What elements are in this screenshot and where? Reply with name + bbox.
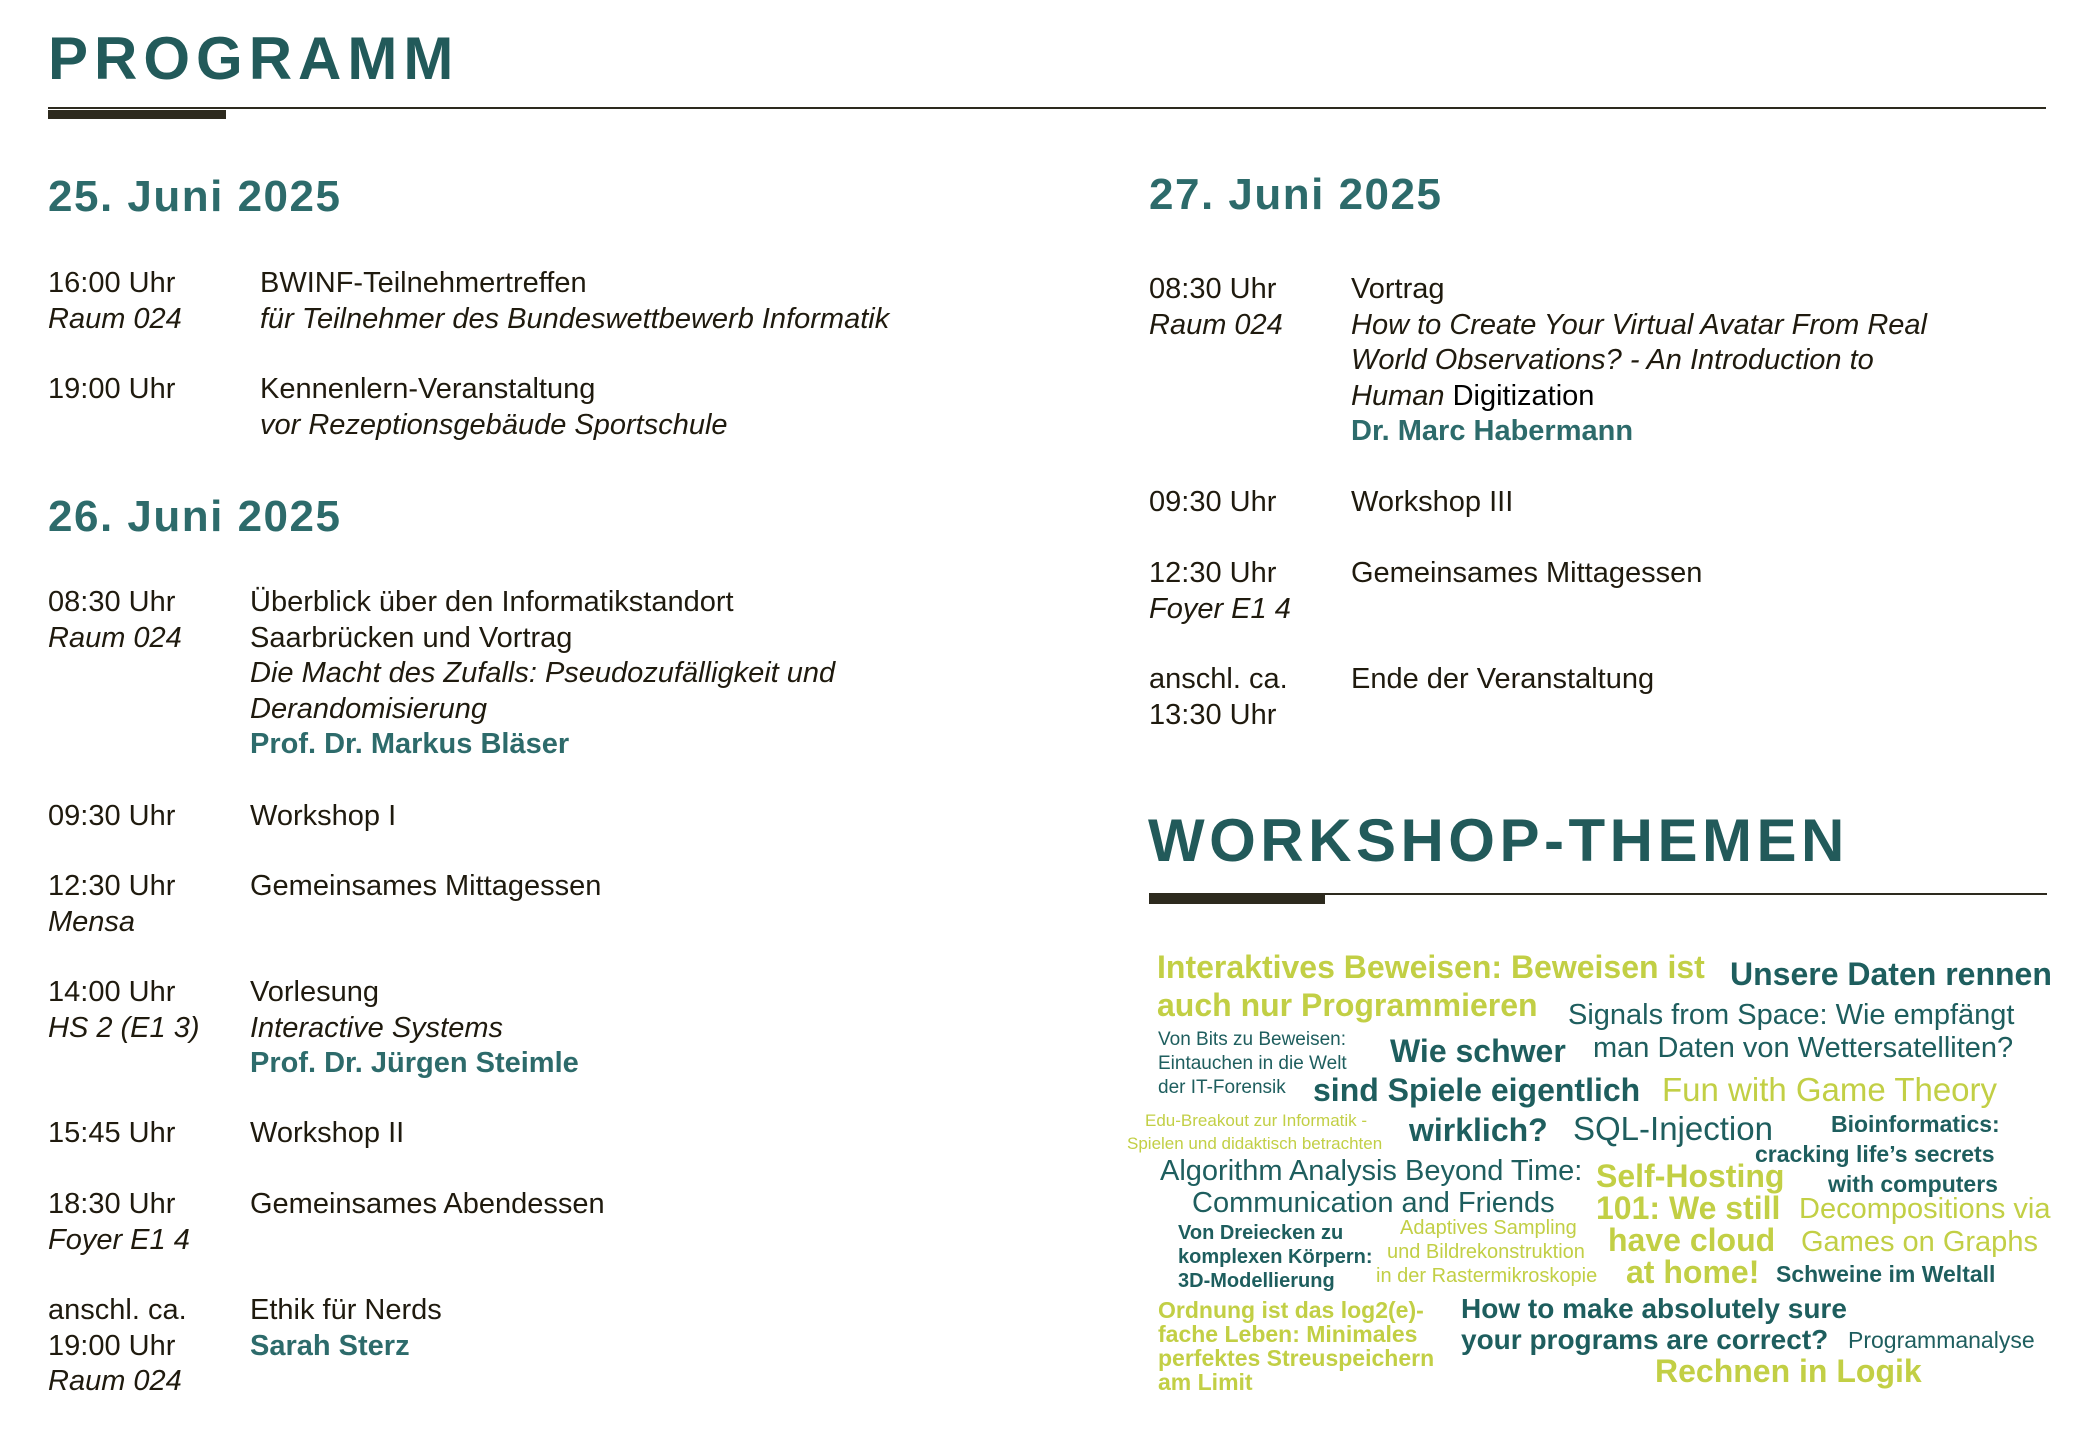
entry-title: Überblick über den Informatikstandort [250, 586, 734, 618]
speaker-name: Dr. Marc Habermann [1351, 415, 1634, 447]
entry-title: Ethik für Nerds [250, 1294, 442, 1326]
workshop-topic: Schweine im Weltall [1776, 1261, 1996, 1287]
workshop-topic: in der Rastermikroskopie [1376, 1265, 1598, 1287]
workshop-topic: Programmanalyse [1848, 1327, 2035, 1353]
entry-title: Vorlesung [250, 976, 379, 1008]
entry-title: Vortrag [1351, 273, 1445, 305]
workshop-topic: cracking life’s secrets [1755, 1141, 1995, 1167]
entry-time: 13:30 Uhr [1149, 698, 1277, 731]
entry-time: 12:30 Uhr [1149, 557, 1277, 589]
entry-time: anschl. ca. [1149, 663, 1288, 695]
entry-title: Gemeinsames Mittagessen [250, 870, 602, 902]
workshop-topic: am Limit [1158, 1369, 1253, 1395]
talk-title: How to Create Your Virtual Avatar From Real [1351, 308, 1927, 341]
day-heading-june-25: 25. Juni 2025 [48, 172, 342, 221]
workshop-topic: perfektes Streuspeichern [1158, 1345, 1435, 1371]
day-heading-june-27: 27. Juni 2025 [1149, 170, 1443, 219]
workshop-topic: fache Leben: Minimales [1158, 1321, 1418, 1347]
workshop-topic: und Bildrekonstruktion [1387, 1241, 1585, 1263]
entry-room: Raum 024 [1149, 308, 1283, 341]
entry-room: Foyer E1 4 [1149, 592, 1291, 625]
speaker-name: Prof. Dr. Jürgen Steimle [250, 1047, 579, 1079]
entry-time: 19:00 Uhr [48, 373, 176, 405]
entry-title: Workshop III [1351, 486, 1514, 518]
page-title: PROGRAMM [48, 25, 460, 92]
entry-time: 12:30 Uhr [48, 870, 176, 902]
entry-room: Raum 024 [48, 302, 182, 335]
workshop-topic: Wie schwer [1390, 1033, 1566, 1069]
entry-title: Gemeinsames Mittagessen [1351, 557, 1703, 589]
entry-title: Saarbrücken und Vortrag [250, 621, 573, 654]
workshop-topic: Spielen und didaktisch betrachten [1127, 1134, 1383, 1153]
talk-title: Human [1351, 379, 1445, 412]
entry-title: Gemeinsames Abendessen [250, 1188, 605, 1220]
talk-title: Interactive Systems [250, 1011, 504, 1044]
entry-time: 09:30 Uhr [48, 800, 176, 832]
workshop-topic: your programs are correct? [1461, 1324, 1829, 1355]
workshop-topic: Edu-Breakout zur Informatik - [1145, 1111, 1368, 1130]
workshop-topic: Eintauchen in die Welt [1158, 1053, 1347, 1074]
workshop-topic: Signals from Space: Wie empfängt [1568, 999, 2015, 1031]
workshop-topic: SQL-Injection [1573, 1110, 1773, 1147]
entry-time: 15:45 Uhr [48, 1117, 176, 1149]
entry-room: Foyer E1 4 [48, 1223, 190, 1256]
entry-note: vor Rezeptionsgebäude Sportschule [260, 408, 728, 441]
talk-title: World Observations? - An Introduction to [1351, 344, 1874, 376]
day-heading-june-26: 26. Juni 2025 [48, 492, 342, 541]
entry-title: Workshop I [250, 800, 397, 832]
entry-note: für Teilnehmer des Bundeswettbewerb Informatik [260, 302, 890, 335]
entry-room: Mensa [48, 905, 136, 938]
workshop-topic: Communication and Friends [1192, 1187, 1555, 1219]
entry-time: 19:00 Uhr [48, 1329, 176, 1362]
entry-title: Kennenlern-Veranstaltung [260, 373, 596, 405]
workshop-topic: Decompositions via [1799, 1193, 2051, 1225]
workshop-topic: Interaktives Beweisen: Beweisen ist [1157, 949, 1705, 985]
talk-title: Die Macht des Zufalls: Pseudozufälligkeit und [250, 657, 836, 689]
workshop-topic: have cloud [1608, 1222, 1776, 1258]
entry-time: 08:30 Uhr [48, 586, 176, 618]
workshop-topic: 3D-Modellierung [1178, 1270, 1335, 1292]
entry-room: Raum 024 [48, 621, 182, 654]
workshop-topic: Unsere Daten rennen [1730, 956, 2052, 992]
workshop-topic: Von Bits zu Beweisen: [1158, 1029, 1346, 1050]
workshop-topic: Ordnung ist das log2(e)- [1158, 1297, 1424, 1323]
workshop-topic: Fun with Game Theory [1662, 1071, 1998, 1108]
workshop-topic: with computers [1828, 1171, 1998, 1197]
entry-time: anschl. ca. [48, 1294, 187, 1326]
workshop-topic: komplexen Körpern: [1178, 1246, 1373, 1268]
speaker-name: Sarah Sterz [250, 1329, 410, 1362]
entry-time: 18:30 Uhr [48, 1188, 176, 1220]
workshop-topic: Games on Graphs [1801, 1226, 2038, 1258]
workshop-topic: auch nur Programmieren [1157, 987, 1538, 1023]
workshop-topic: How to make absolutely sure [1461, 1293, 1847, 1324]
workshop-topic: at home! [1626, 1254, 1760, 1290]
entry-time: 14:00 Uhr [48, 976, 176, 1008]
entry-time: 08:30 Uhr [1149, 273, 1277, 305]
workshop-topic: 101: We still [1596, 1190, 1781, 1226]
entry-room: Raum 024 [48, 1365, 182, 1397]
workshop-topic: wirklich? [1409, 1112, 1548, 1148]
speaker-name: Prof. Dr. Markus Bläser [250, 728, 570, 760]
workshop-topic: Self-Hosting [1596, 1158, 1785, 1194]
title-divider [48, 107, 2046, 109]
entry-title: BWINF-Teilnehmertreffen [260, 267, 587, 299]
workshop-topic: man Daten von Wettersatelliten? [1593, 1032, 2014, 1064]
entry-title: Ende der Veranstaltung [1351, 663, 1655, 695]
title-divider-accent [48, 110, 226, 119]
talk-title: Digitization [1452, 379, 1595, 412]
workshop-topic: Bioinformatics: [1831, 1111, 2000, 1137]
workshops-divider-accent [1149, 895, 1325, 904]
entry-time: 16:00 Uhr [48, 267, 176, 299]
entry-room: HS 2 (E1 3) [48, 1011, 200, 1044]
workshop-topic: sind Spiele eigentlich [1313, 1072, 1641, 1108]
workshop-topic: Rechnen in Logik [1655, 1353, 1922, 1389]
workshop-topic: Adaptives Sampling [1400, 1217, 1577, 1239]
talk-title: Derandomisierung [250, 692, 487, 725]
workshops-heading: WORKSHOP-THEMEN [1148, 807, 1849, 874]
entry-title: Workshop II [250, 1117, 405, 1149]
workshop-topic: der IT-Forensik [1158, 1077, 1286, 1098]
workshop-topic: Algorithm Analysis Beyond Time: [1160, 1155, 1583, 1187]
entry-time: 09:30 Uhr [1149, 486, 1277, 518]
workshop-topic: Von Dreiecken zu [1178, 1222, 1344, 1244]
